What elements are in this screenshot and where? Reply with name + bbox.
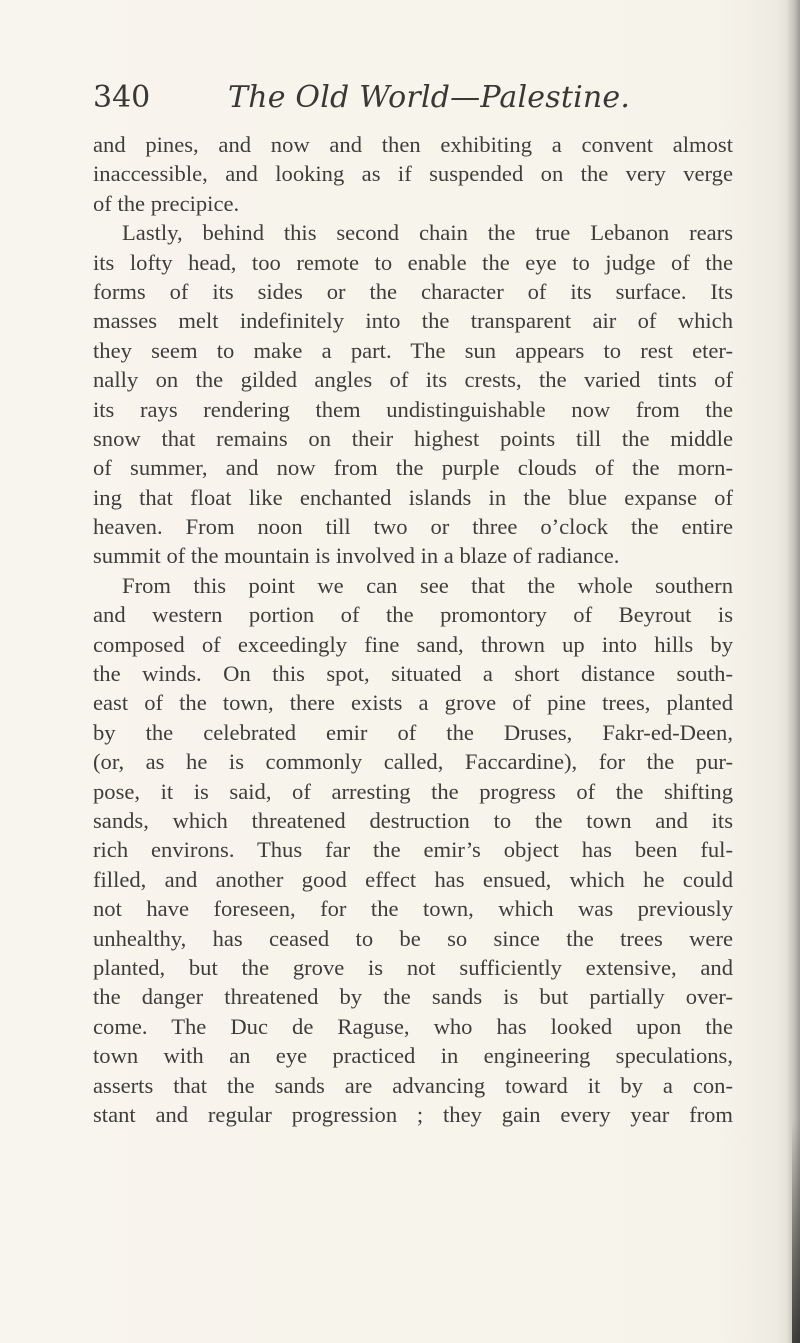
text-line: ing that float like enchanted islands in the blue expanse of [93, 484, 733, 510]
text-line: and pines, and now and then exhibiting a convent almost [93, 132, 733, 157]
text-line: pose, it is said, of arresting the progress of the shifting [93, 778, 733, 804]
text-line: and western portion of the promontory of Beyrout is [93, 602, 733, 628]
text-line: snow that remains on their highest points till the middle [93, 425, 733, 451]
text-line: of summer, and now from the purple clouds of the morn- [93, 455, 733, 481]
text-line: town with an eye practiced in engineering speculations, [93, 1043, 733, 1069]
text-line: planted, but the grove is not sufficiently extensive, and [93, 954, 733, 980]
text-line: its rays rendering them undistinguishable now from the [93, 396, 733, 422]
text-line: they seem to make a part. The sun appears to rest eter- [93, 337, 733, 363]
text-line: composed of exceedingly fine sand, thrown up into hills by [93, 631, 733, 657]
text-line: asserts that the sands are advancing toward it by a con- [93, 1072, 733, 1098]
text-line: heaven. From noon till two or three o’clock the entire [93, 514, 733, 540]
text-line: come. The Duc de Raguse, who has looked upon the [93, 1013, 733, 1039]
text-line: sands, which threatened destruction to the town and its [93, 807, 733, 833]
text-line: filled, and another good effect has ensued, which he could [93, 866, 733, 892]
text-line: inaccessible, and looking as if suspended on the very verge [93, 161, 733, 187]
text-line: stant and regular progression ; they gain every year from [93, 1101, 733, 1127]
running-head [93, 76, 733, 116]
text-line: its lofty head, too remote to enable the eye to judge of the [93, 249, 733, 275]
text-line: nally on the gilded angles of its crests, the varied tints of [93, 367, 733, 393]
text-line: summit of the mountain is involved in a blaze of radiance. [93, 543, 620, 569]
text-line: (or, as he is commonly called, Faccardine), for the pur- [93, 749, 733, 775]
text-line: by the celebrated emir of the Druses, Fakr-ed-Deen, [93, 719, 733, 745]
body-text [93, 130, 733, 1129]
text-line: the winds. On this spot, situated a short distance south- [93, 661, 733, 687]
page-edge-dark [792, 1120, 800, 1343]
text-line: unhealthy, has ceased to be so since the trees were [93, 925, 733, 951]
text-line: the danger threatened by the sands is but partially over- [93, 984, 733, 1010]
text-line: masses melt indefinitely into the transparent air of which [93, 308, 733, 334]
text-line: From this point we can see that the whole southern [122, 572, 733, 598]
text-line: east of the town, there exists a grove of pine trees, planted [93, 690, 733, 716]
running-title: The Old World—Palestine. [228, 80, 631, 115]
text-line: rich environs. Thus far the emir’s object has been ful- [93, 837, 733, 863]
text-line: Lastly, behind this second chain the true Lebanon rears [122, 220, 733, 246]
text-line: of the precipice. [93, 190, 240, 216]
page-number: 340 [93, 80, 151, 115]
text-line: forms of its sides or the character of its surface. Its [93, 278, 733, 304]
text-line: not have foreseen, for the town, which was previously [93, 896, 733, 922]
